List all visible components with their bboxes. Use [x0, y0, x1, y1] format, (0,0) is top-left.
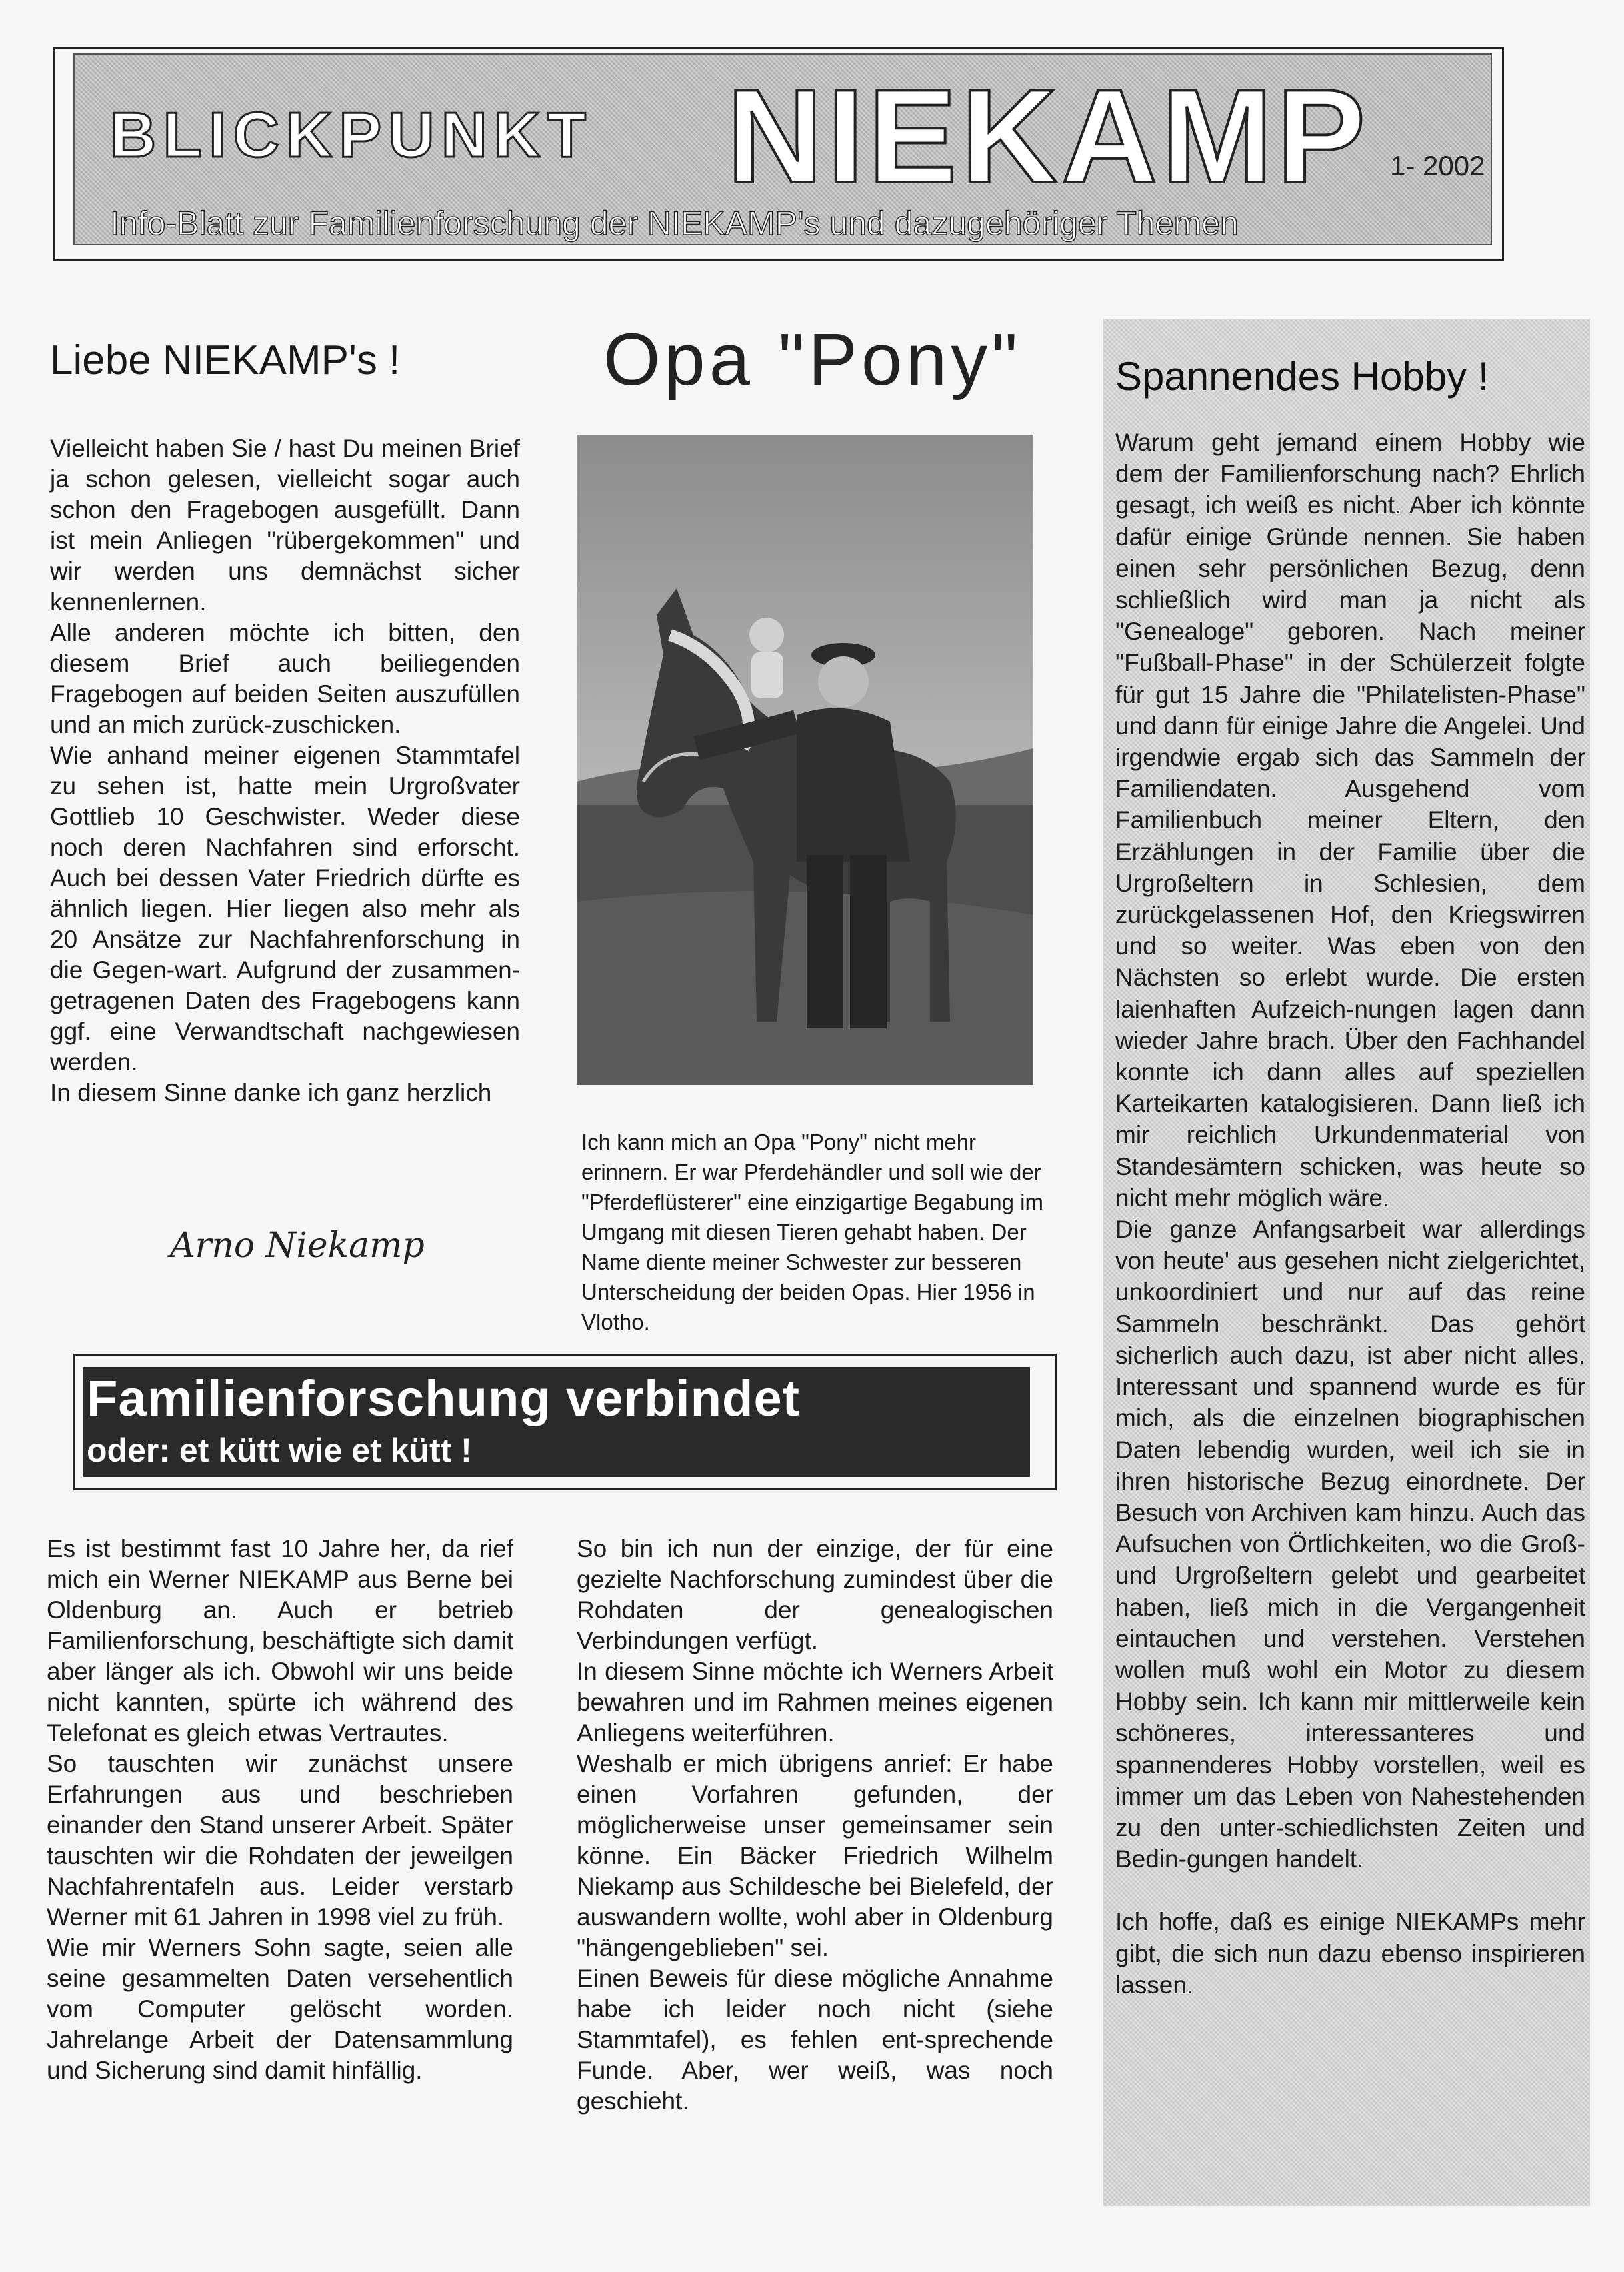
hobby-paragraph: Die ganze Anfangsarbeit war allerdings von heute' aus gesehen nicht zielgerichtet, unkoordiniert und nur auf das reine Sammeln beschränkt. Das gehört sicherlich auch dazu, ist aber nicht alles. Interessant und spannend wurde es für mich, als die einzelnen biographischen Daten lebendig wurden, weil ich sie in ihren historische Bezug einordnete. Der Besuch von Archiven kam hinzu. Auch das Aufsuchen von Örtlichkeiten, wo die Groß- und Urgroßeltern gelebt und gearbeitet haben, ließ mich in die Vergangenheit eintauchen und verstehen. Verstehen wollen muß wohl ein Motor zu diesem Hobby sein. Ich kann mir mittlerweile kein schöneres, interessanteres und spannenderes Hobby vorstellen, weil es immer um das Leben von Nahestehenden zu den unter-schiedlichsten Zeiten und Bedin-gungen handelt.: [1115, 1216, 1585, 1873]
caption-text: Ich kann mich an Opa "Pony" nicht mehr erinnern. Er war Pferdehändler und soll wie der "Pferdeflüsterer" eine einzigartige Begabung im Umgang mit diesen Tieren gehabt haben. Der Name diente meiner Schwester zur besseren Unterscheidung der beiden Opas. Hier 1956 in Vlotho.: [581, 1130, 1043, 1334]
hobby-article: [1115, 427, 1585, 2001]
masthead-title-niekamp: NIEKAMP: [727, 62, 1370, 211]
horse-photo: [577, 435, 1033, 1085]
familien-right-column: [577, 1534, 1053, 2117]
photo-caption: [581, 1127, 1055, 1337]
familien-paragraph: So bin ich nun der einzige, der für eine gezielte Nachforschung zumindest über die Rohdaten der genealogischen Verbindungen verfügt.: [577, 1535, 1053, 1654]
familien-paragraph: In diesem Sinne möchte ich Werners Arbeit bewahren und im Rahmen meines eigenen Anliegens weiterführen.: [577, 1658, 1053, 1747]
familien-paragraph: Einen Beweis für diese mögliche Annahme habe ich leider noch nicht (siehe Stammtafel), es fehlen ent-sprechende Funde. Aber, wer weiß, was noch geschieht.: [577, 1965, 1053, 2115]
horse-photo-image: [577, 435, 1033, 1085]
familien-left-column: [47, 1534, 513, 2086]
liebe-article: [50, 433, 520, 1108]
liebe-paragraph: Alle anderen möchte ich bitten, den diesem Brief auch beiliegenden Fragebogen auf beiden Seiten auszufüllen und an mich zurück-zuschicken.: [50, 619, 520, 738]
signature: Arno Niekamp: [170, 1226, 425, 1266]
issue-number: 1- 2002: [1390, 150, 1485, 181]
familien-paragraph: So tauschten wir zunächst unsere Erfahrungen aus und beschrieben einander den Stand unserer Arbeit. Später tauschten wir die Rohdaten der jeweilgen Nachfahrentafeln aus. Leider verstarb Werner mit 61 Jahren in 1998 viel zu früh.: [47, 1750, 513, 1931]
hobby-paragraph: Ich hoffe, daß es einige NIEKAMPs mehr gibt, die sich nun dazu ebenso inspirieren lassen.: [1115, 1908, 1585, 1999]
familien-subtitle: oder: et kütt wie et kütt !: [87, 1432, 472, 1469]
familien-paragraph: Wie mir Werners Sohn sagte, seien alle seine gesammelten Daten versehentlich vom Computer gelöscht worden. Jahrelange Arbeit der Datensammlung und Sicherung sind damit hinfällig.: [47, 1934, 513, 2084]
liebe-paragraph: Wie anhand meiner eigenen Stammtafel zu sehen ist, hatte mein Urgroßvater Gottlieb 10 Geschwister. Weder diese noch deren Nachfahren sind erforscht. Auch bei dessen Vater Friedrich dürfte es ähnlich liegen. Hier liegen also mehr als 20 Ansätze zur Nachfahrenforschung in die Gegen-wart. Aufgrund der zusammen-getragenen Daten des Fragebogens kann ggf. eine Verwandtschaft nachgewiesen werden.: [50, 742, 520, 1076]
hobby-paragraph: Warum geht jemand einem Hobby wie dem der Familienforschung nach? Ehrlich gesagt, ich weiß es nicht. Aber ich könnte dafür einige Gründe nennen. Sie haben einen sehr persönlichen Bezug, denn schließlich wird man ja nicht als "Genealoge" geboren. Nach meiner "Fußball-Phase" in der Schülerzeit folgte für gut 15 Jahre die "Philatelisten-Phase" und dann für einige Jahre die Angelei. Und irgendwie ergab sich das Sammeln der Familiendaten. Ausgehend vom Familienbuch meiner Eltern, den Erzählungen in der Familie über die Urgroßeltern in Schlesien, dem zurückgelassenen Hof, den Kriegswirren und so weiter. Was eben von den Nächsten so erlebt wurde. Die ersten laienhaften Aufzeich-nungen lagen dann wieder Jahre brach. Über den Fachhandel konnte ich dann alles auf speziellen Karteikarten katalogisieren. Dann ließ ich mir reichlich Urkundenmaterial von Standesämtern schicken, was heute so nicht mehr möglich wäre.: [1115, 429, 1585, 1212]
familien-paragraph: Weshalb er mich übrigens anrief: Er habe einen Vorfahren gefunden, der möglicherweise unser gemeinsamer sein könne. Ein Bäcker Friedrich Wilhelm Niekamp aus Schildesche bei Bielefeld, der auswandern wollte, wohl aber in Oldenburg "hängengeblieben" sei.: [577, 1750, 1053, 1961]
familien-paragraph: Es ist bestimmt fast 10 Jahre her, da rief mich ein Werner NIEKAMP aus Berne bei Oldenburg an. Auch er betrieb Familienforschung, beschäftigte sich damit aber länger als ich. Obwohl wir uns beide nicht kannten, spürte ich während des Telefonat es gleich etwas Vertrautes.: [47, 1535, 513, 1747]
masthead-title-blickpunkt: BLICKPUNKT: [110, 99, 593, 171]
liebe-paragraph: In diesem Sinne danke ich ganz herzlich: [50, 1079, 492, 1106]
masthead-subtitle: Info-Blatt zur Familienforschung der NIEKAMP's und dazugehöriger Themen: [110, 205, 1239, 242]
liebe-heading: Liebe NIEKAMP's !: [50, 337, 401, 383]
hobby-heading: Spannendes Hobby !: [1115, 354, 1489, 399]
familien-title: Familienforschung verbindet: [87, 1370, 801, 1427]
liebe-paragraph: Vielleicht haben Sie / hast Du meinen Brief ja schon gelesen, vielleicht sogar auch schon den Fragebogen ausgefüllt. Dann ist mein Anliegen "rübergekommen" und wir werden uns demnächst sicher kennenlernen.: [50, 435, 520, 616]
opa-heading: Opa "Pony": [603, 319, 1022, 401]
